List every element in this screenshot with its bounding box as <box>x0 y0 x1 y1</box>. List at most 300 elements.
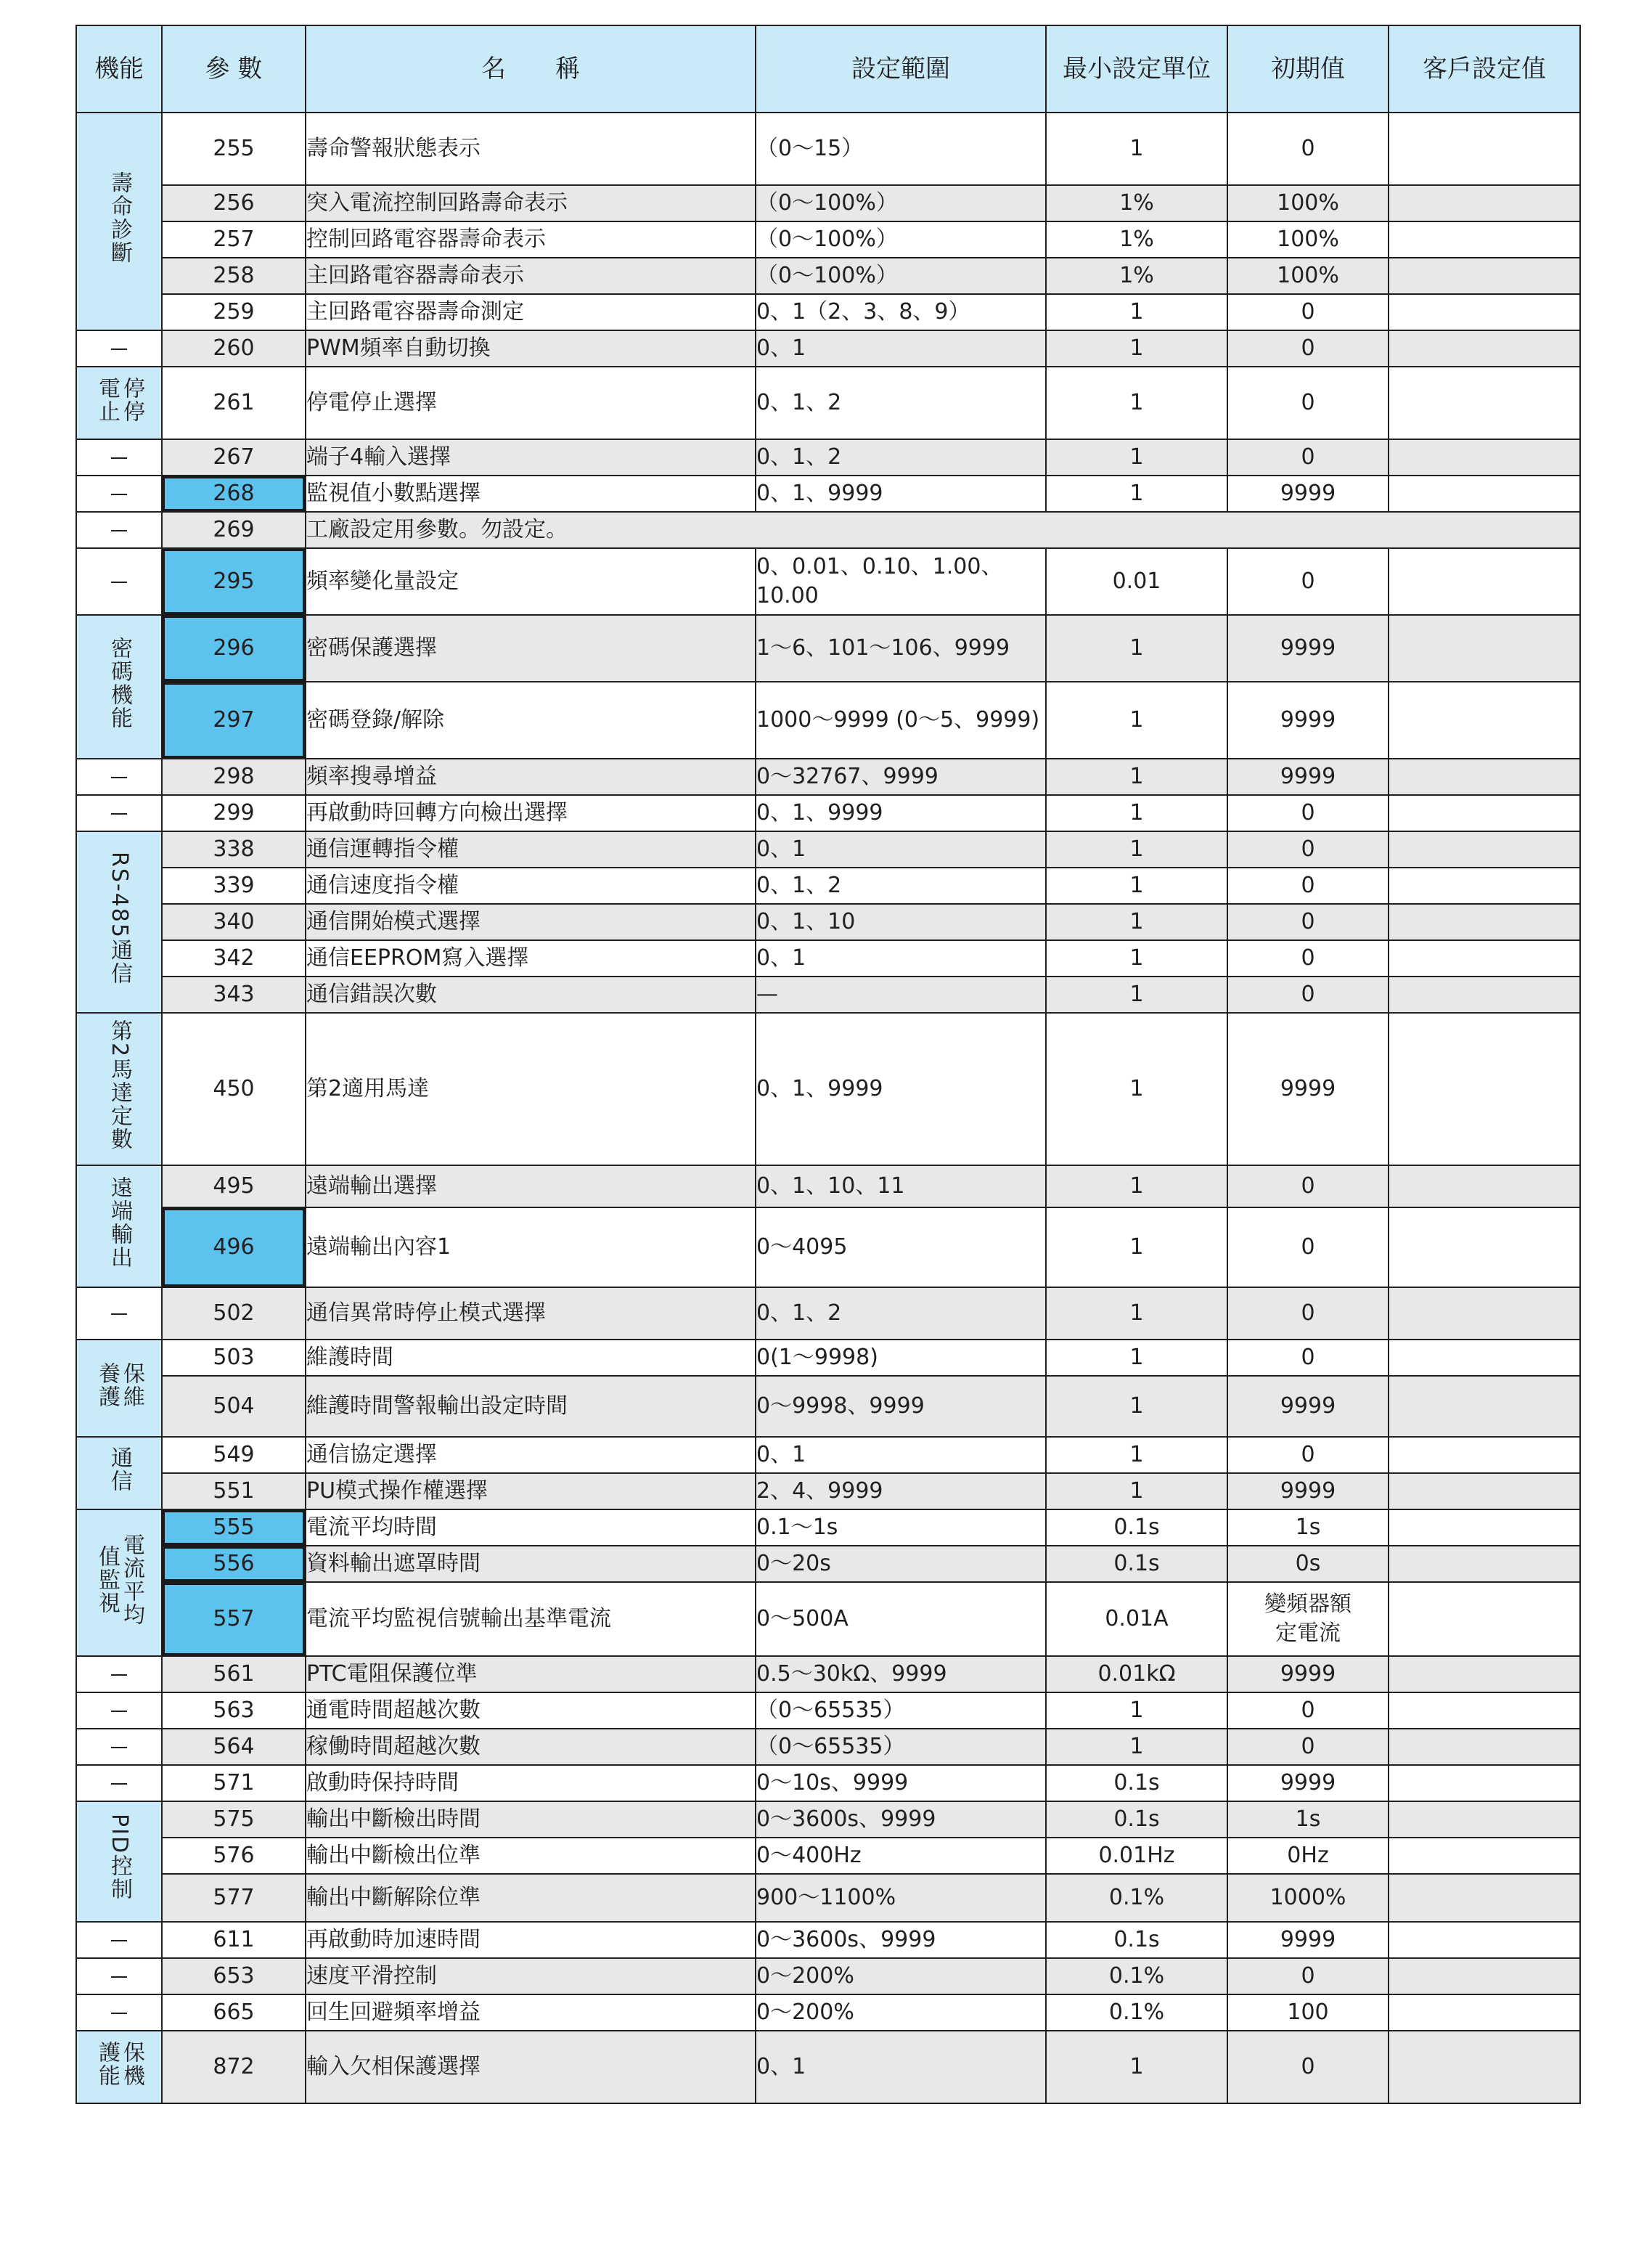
table-row <box>76 1838 1580 1874</box>
group-none <box>76 1994 162 2031</box>
param-number: 340 <box>162 904 306 940</box>
param-number: 267 <box>162 439 306 476</box>
param-range: 2、4、9999 <box>756 1473 1046 1509</box>
param-range: 0～9998、9999 <box>756 1376 1046 1437</box>
header-customer: 客戶設定值 <box>1389 25 1580 113</box>
param-name: 資料輸出遮罩時間 <box>306 1546 756 1582</box>
group-none <box>76 330 162 367</box>
param-unit: 0.1s <box>1046 1801 1227 1838</box>
group-pid: PID控制 <box>76 1801 162 1922</box>
param-unit: 0.01kΩ <box>1046 1656 1227 1692</box>
table-row <box>76 294 1580 330</box>
table-row <box>76 868 1580 904</box>
header-name: 名 稱 <box>306 25 756 113</box>
param-customer[interactable] <box>1389 1509 1580 1546</box>
group-none <box>76 759 162 795</box>
param-customer[interactable] <box>1389 831 1580 868</box>
param-number: 297 <box>162 682 306 759</box>
group-none <box>76 1287 162 1340</box>
table-row <box>76 1437 1580 1473</box>
param-range: 0、1、9999 <box>756 1013 1046 1165</box>
param-range: 0、1、9999 <box>756 476 1046 512</box>
param-unit: 1 <box>1046 330 1227 367</box>
param-number: 343 <box>162 977 306 1013</box>
param-customer[interactable] <box>1389 1994 1580 2031</box>
parameter-table <box>75 25 1581 2104</box>
param-customer[interactable] <box>1389 682 1580 759</box>
group-none <box>76 1656 162 1692</box>
param-unit: 1 <box>1046 439 1227 476</box>
param-initial: 0 <box>1227 1437 1389 1473</box>
param-customer[interactable] <box>1389 1582 1580 1656</box>
param-range: （0～100%） <box>756 185 1046 221</box>
param-customer[interactable] <box>1389 759 1580 795</box>
param-unit: 1 <box>1046 1729 1227 1765</box>
param-customer[interactable] <box>1389 2031 1580 2103</box>
param-number: 575 <box>162 1801 306 1838</box>
param-customer[interactable] <box>1389 1729 1580 1765</box>
dash-mark <box>111 582 127 583</box>
param-unit: 1 <box>1046 2031 1227 2103</box>
param-range: 0、1、10、11 <box>756 1165 1046 1207</box>
param-range: 0.5～30kΩ、9999 <box>756 1656 1046 1692</box>
group-none <box>76 548 162 615</box>
param-unit: 0.1s <box>1046 1509 1227 1546</box>
param-customer[interactable] <box>1389 1340 1580 1376</box>
group-none <box>76 1958 162 1994</box>
param-initial: 0 <box>1227 1165 1389 1207</box>
param-unit: 0.01 <box>1046 548 1227 615</box>
param-number: 299 <box>162 795 306 831</box>
table-row <box>76 1692 1580 1729</box>
table-row <box>76 221 1580 258</box>
param-customer[interactable] <box>1389 1922 1580 1958</box>
param-initial: 9999 <box>1227 615 1389 682</box>
param-range: 0～10s、9999 <box>756 1765 1046 1801</box>
param-name: 遠端輸出選擇 <box>306 1165 756 1207</box>
param-unit: 1 <box>1046 1207 1227 1287</box>
group-none <box>76 1729 162 1765</box>
table-row <box>76 1340 1580 1376</box>
table-row <box>76 682 1580 759</box>
param-initial: 0 <box>1227 1692 1389 1729</box>
param-initial: 0Hz <box>1227 1838 1389 1874</box>
param-initial: 100% <box>1227 258 1389 294</box>
param-initial: 9999 <box>1227 1013 1389 1165</box>
param-initial: 0 <box>1227 831 1389 868</box>
header-min-unit: 最小設定單位 <box>1046 25 1227 113</box>
param-name: 速度平滑控制 <box>306 1958 756 1994</box>
param-number: 576 <box>162 1838 306 1874</box>
param-customer[interactable] <box>1389 185 1580 221</box>
param-initial: 9999 <box>1227 476 1389 512</box>
param-initial: 0 <box>1227 868 1389 904</box>
param-number: 339 <box>162 868 306 904</box>
table-row <box>76 940 1580 977</box>
table-row <box>76 977 1580 1013</box>
table-row <box>76 2031 1580 2103</box>
param-name: 第2適用馬達 <box>306 1013 756 1165</box>
group-none <box>76 1922 162 1958</box>
param-range: 0、1 <box>756 330 1046 367</box>
param-range: 0、1、2 <box>756 1287 1046 1340</box>
param-range: 0、1（2、3、8、9） <box>756 294 1046 330</box>
param-number: 653 <box>162 1958 306 1994</box>
dash-mark <box>111 530 127 531</box>
param-number: 496 <box>162 1207 306 1287</box>
param-customer[interactable] <box>1389 1473 1580 1509</box>
param-range: 0、1、10 <box>756 904 1046 940</box>
param-customer[interactable] <box>1389 1874 1580 1922</box>
param-range: （0～100%） <box>756 221 1046 258</box>
param-initial: 0 <box>1227 1207 1389 1287</box>
param-name: 工廠設定用參數。勿設定。 <box>306 512 1580 548</box>
param-customer[interactable] <box>1389 1838 1580 1874</box>
param-customer[interactable] <box>1389 1165 1580 1207</box>
param-initial: 9999 <box>1227 1656 1389 1692</box>
param-number: 450 <box>162 1013 306 1165</box>
param-unit: 0.01A <box>1046 1582 1227 1656</box>
param-range: 0～4095 <box>756 1207 1046 1287</box>
param-unit: 1 <box>1046 476 1227 512</box>
param-customer[interactable] <box>1389 904 1580 940</box>
dash-mark <box>111 494 127 495</box>
table-row <box>76 330 1580 367</box>
param-range: 0、1、9999 <box>756 795 1046 831</box>
param-customer[interactable] <box>1389 1958 1580 1994</box>
param-unit: 1 <box>1046 868 1227 904</box>
table-row <box>76 439 1580 476</box>
param-unit: 1 <box>1046 1287 1227 1340</box>
param-initial: 0 <box>1227 795 1389 831</box>
param-number: 872 <box>162 2031 306 2103</box>
param-unit: 0.01Hz <box>1046 1838 1227 1874</box>
param-customer[interactable] <box>1389 1656 1580 1692</box>
header-function: 機能 <box>76 25 162 113</box>
param-initial: 9999 <box>1227 1473 1389 1509</box>
param-range: 0～20s <box>756 1546 1046 1582</box>
param-name: 通信EEPROM寫入選擇 <box>306 940 756 977</box>
param-name: 突入電流控制回路壽命表示 <box>306 185 756 221</box>
param-name: 通信異常時停止模式選擇 <box>306 1287 756 1340</box>
param-initial: 0s <box>1227 1546 1389 1582</box>
param-initial: 0 <box>1227 1729 1389 1765</box>
param-initial: 0 <box>1227 294 1389 330</box>
param-range: 1000～9999 (0～5、9999) <box>756 682 1046 759</box>
table-row <box>76 1994 1580 2031</box>
param-customer[interactable] <box>1389 1376 1580 1437</box>
param-name: 輸出中斷檢出位準 <box>306 1838 756 1874</box>
param-unit: 1 <box>1046 1165 1227 1207</box>
dash-mark <box>111 813 127 815</box>
table-row <box>76 831 1580 868</box>
dash-mark <box>111 348 127 350</box>
param-number: 557 <box>162 1582 306 1656</box>
param-customer[interactable] <box>1389 258 1580 294</box>
param-unit: 1% <box>1046 221 1227 258</box>
param-initial: 100% <box>1227 185 1389 221</box>
table-row <box>76 1013 1580 1165</box>
header-initial: 初期值 <box>1227 25 1389 113</box>
param-range: 0～200% <box>756 1994 1046 2031</box>
param-customer[interactable] <box>1389 795 1580 831</box>
param-range: 1～6、101～106、9999 <box>756 615 1046 682</box>
param-number: 495 <box>162 1165 306 1207</box>
param-customer[interactable] <box>1389 221 1580 258</box>
table-row <box>76 367 1580 439</box>
param-name: 輸出中斷解除位準 <box>306 1874 756 1922</box>
dash-mark <box>111 1313 127 1315</box>
dash-mark <box>111 1674 127 1676</box>
param-number: 268 <box>162 476 306 512</box>
param-number: 256 <box>162 185 306 221</box>
table-row <box>76 1509 1580 1546</box>
dash-mark <box>111 457 127 459</box>
param-range: 0(1～9998) <box>756 1340 1046 1376</box>
param-name: 輸入欠相保護選擇 <box>306 2031 756 2103</box>
table-row <box>76 904 1580 940</box>
group-outage: 停停電止 <box>76 367 162 439</box>
param-range: 0～32767、9999 <box>756 759 1046 795</box>
param-number: 295 <box>162 548 306 615</box>
param-initial: 變頻器額定電流 <box>1227 1582 1389 1656</box>
param-initial: 0 <box>1227 940 1389 977</box>
param-name: 回生回避頻率增益 <box>306 1994 756 2031</box>
param-customer[interactable] <box>1389 1546 1580 1582</box>
param-initial: 100% <box>1227 221 1389 258</box>
dash-mark <box>111 1747 127 1748</box>
param-initial: 0 <box>1227 330 1389 367</box>
param-initial: 9999 <box>1227 1922 1389 1958</box>
param-name: 密碼登錄/解除 <box>306 682 756 759</box>
param-range: 0～200% <box>756 1958 1046 1994</box>
param-unit: 0.1s <box>1046 1922 1227 1958</box>
param-number: 261 <box>162 367 306 439</box>
param-customer[interactable] <box>1389 615 1580 682</box>
param-customer[interactable] <box>1389 1437 1580 1473</box>
group-motor2: 第2馬達定數 <box>76 1013 162 1165</box>
param-range: （0～65535） <box>756 1692 1046 1729</box>
group-phase-protection: 保機護能 <box>76 2031 162 2103</box>
param-name: 通信協定選擇 <box>306 1437 756 1473</box>
param-customer[interactable] <box>1389 1801 1580 1838</box>
param-number: 665 <box>162 1994 306 2031</box>
param-customer[interactable] <box>1389 1013 1580 1165</box>
header-parameter: 參 數 <box>162 25 306 113</box>
param-unit: 1 <box>1046 759 1227 795</box>
param-number: 255 <box>162 113 306 185</box>
group-life: 壽命診斷 <box>76 113 162 330</box>
param-number: 342 <box>162 940 306 977</box>
param-number: 611 <box>162 1922 306 1958</box>
param-name: 再啟動時回轉方向檢出選擇 <box>306 795 756 831</box>
param-initial: 0 <box>1227 113 1389 185</box>
param-number: 260 <box>162 330 306 367</box>
param-initial: 100 <box>1227 1994 1389 2031</box>
table-row <box>76 1656 1580 1692</box>
dash-mark <box>111 1940 127 1941</box>
param-unit: 1 <box>1046 1692 1227 1729</box>
param-customer[interactable] <box>1389 1765 1580 1801</box>
table-row <box>76 476 1580 512</box>
table-row <box>76 1376 1580 1437</box>
param-name: 主回路電容器壽命表示 <box>306 258 756 294</box>
param-unit: 1 <box>1046 1473 1227 1509</box>
param-name: 停電停止選擇 <box>306 367 756 439</box>
param-name: PTC電阻保護位準 <box>306 1656 756 1692</box>
group-none <box>76 1765 162 1801</box>
param-number: 338 <box>162 831 306 868</box>
dash-mark <box>111 1976 127 1978</box>
param-number: 556 <box>162 1546 306 1582</box>
group-maint: 保維養護 <box>76 1340 162 1437</box>
param-customer[interactable] <box>1389 439 1580 476</box>
param-name: 遠端輸出內容1 <box>306 1207 756 1287</box>
param-number: 549 <box>162 1437 306 1473</box>
param-range: （0～100%） <box>756 258 1046 294</box>
table-row <box>76 1582 1580 1656</box>
param-customer[interactable] <box>1389 548 1580 615</box>
dash-mark <box>111 1783 127 1785</box>
group-none <box>76 512 162 548</box>
param-range: 0、1 <box>756 1437 1046 1473</box>
param-unit: 1 <box>1046 682 1227 759</box>
param-customer[interactable] <box>1389 977 1580 1013</box>
table-row <box>76 1729 1580 1765</box>
param-number: 564 <box>162 1729 306 1765</box>
param-initial: 0 <box>1227 1958 1389 1994</box>
param-name: 稼働時間超越次數 <box>306 1729 756 1765</box>
table-row <box>76 1765 1580 1801</box>
param-number: 551 <box>162 1473 306 1509</box>
param-number: 571 <box>162 1765 306 1801</box>
table-row <box>76 795 1580 831</box>
param-name: 維護時間警報輸出設定時間 <box>306 1376 756 1437</box>
param-name: 端子4輸入選擇 <box>306 439 756 476</box>
param-range: 0.1～1s <box>756 1509 1046 1546</box>
param-number: 563 <box>162 1692 306 1729</box>
group-none <box>76 476 162 512</box>
param-initial: 0 <box>1227 367 1389 439</box>
param-range: 0、1、2 <box>756 439 1046 476</box>
param-unit: 1 <box>1046 113 1227 185</box>
table-row <box>76 1165 1580 1207</box>
param-name: 主回路電容器壽命測定 <box>306 294 756 330</box>
dash-mark <box>111 1711 127 1712</box>
param-initial: 0 <box>1227 548 1389 615</box>
param-unit: 1 <box>1046 615 1227 682</box>
table-row <box>76 1958 1580 1994</box>
param-unit: 1 <box>1046 367 1227 439</box>
param-range: （0～65535） <box>756 1729 1046 1765</box>
param-initial: 1000% <box>1227 1874 1389 1922</box>
param-customer[interactable] <box>1389 476 1580 512</box>
param-unit: 1 <box>1046 904 1227 940</box>
table-row <box>76 185 1580 221</box>
group-current-average: 電流平均值監視 <box>76 1509 162 1656</box>
table-row <box>76 1922 1580 1958</box>
param-name: 電流平均時間 <box>306 1509 756 1546</box>
param-initial: 9999 <box>1227 682 1389 759</box>
param-number: 504 <box>162 1376 306 1437</box>
param-range: 0～500A <box>756 1582 1046 1656</box>
table-row <box>76 759 1580 795</box>
param-number: 503 <box>162 1340 306 1376</box>
param-name: 啟動時保持時間 <box>306 1765 756 1801</box>
group-comm: 通信 <box>76 1437 162 1509</box>
param-initial: 9999 <box>1227 1376 1389 1437</box>
header-row <box>76 25 1580 113</box>
param-initial: 0 <box>1227 1287 1389 1340</box>
param-name: 監視值小數點選擇 <box>306 476 756 512</box>
table-row <box>76 1473 1580 1509</box>
param-customer[interactable] <box>1389 367 1580 439</box>
param-number: 555 <box>162 1509 306 1546</box>
param-unit: 1 <box>1046 1340 1227 1376</box>
param-customer[interactable] <box>1389 868 1580 904</box>
table-row <box>76 258 1580 294</box>
param-unit: 1 <box>1046 1437 1227 1473</box>
param-customer[interactable] <box>1389 294 1580 330</box>
dash-mark <box>111 777 127 778</box>
param-initial: 1s <box>1227 1509 1389 1546</box>
param-customer[interactable] <box>1389 113 1580 185</box>
param-name: 通信運轉指令權 <box>306 831 756 868</box>
param-name: PWM頻率自動切換 <box>306 330 756 367</box>
param-number: 258 <box>162 258 306 294</box>
param-unit: 0.1% <box>1046 1874 1227 1922</box>
param-unit: 1 <box>1046 1013 1227 1165</box>
group-rs485: RS-485通信 <box>76 831 162 1013</box>
param-unit: 1 <box>1046 1376 1227 1437</box>
table-row <box>76 1207 1580 1287</box>
param-range: 0、1、2 <box>756 868 1046 904</box>
param-initial: 0 <box>1227 2031 1389 2103</box>
param-customer[interactable] <box>1389 330 1580 367</box>
param-unit: 1% <box>1046 185 1227 221</box>
param-unit: 1 <box>1046 795 1227 831</box>
param-name: 頻率變化量設定 <box>306 548 756 615</box>
param-number: 296 <box>162 615 306 682</box>
param-unit: 0.1% <box>1046 1994 1227 2031</box>
param-number: 269 <box>162 512 306 548</box>
group-remote: 遠端輸出 <box>76 1165 162 1287</box>
table-row <box>76 615 1580 682</box>
param-customer[interactable] <box>1389 1287 1580 1340</box>
param-name: PU模式操作權選擇 <box>306 1473 756 1509</box>
param-name: 輸出中斷檢出時間 <box>306 1801 756 1838</box>
param-customer[interactable] <box>1389 1207 1580 1287</box>
group-none <box>76 439 162 476</box>
param-number: 259 <box>162 294 306 330</box>
param-initial: 0 <box>1227 1340 1389 1376</box>
param-unit: 0.1s <box>1046 1546 1227 1582</box>
param-range: 0、1 <box>756 940 1046 977</box>
param-customer[interactable] <box>1389 940 1580 977</box>
table-row <box>76 1874 1580 1922</box>
param-initial: 9999 <box>1227 759 1389 795</box>
param-customer[interactable] <box>1389 1692 1580 1729</box>
group-password: 密碼機能 <box>76 615 162 759</box>
param-name: 電流平均監視信號輸出基準電流 <box>306 1582 756 1656</box>
param-range: 0、1 <box>756 2031 1046 2103</box>
param-unit: 1 <box>1046 977 1227 1013</box>
param-name: 頻率搜尋增益 <box>306 759 756 795</box>
table-row <box>76 512 1580 548</box>
param-initial: 1s <box>1227 1801 1389 1838</box>
param-name: 壽命警報狀態表示 <box>306 113 756 185</box>
dash-mark <box>111 2013 127 2014</box>
